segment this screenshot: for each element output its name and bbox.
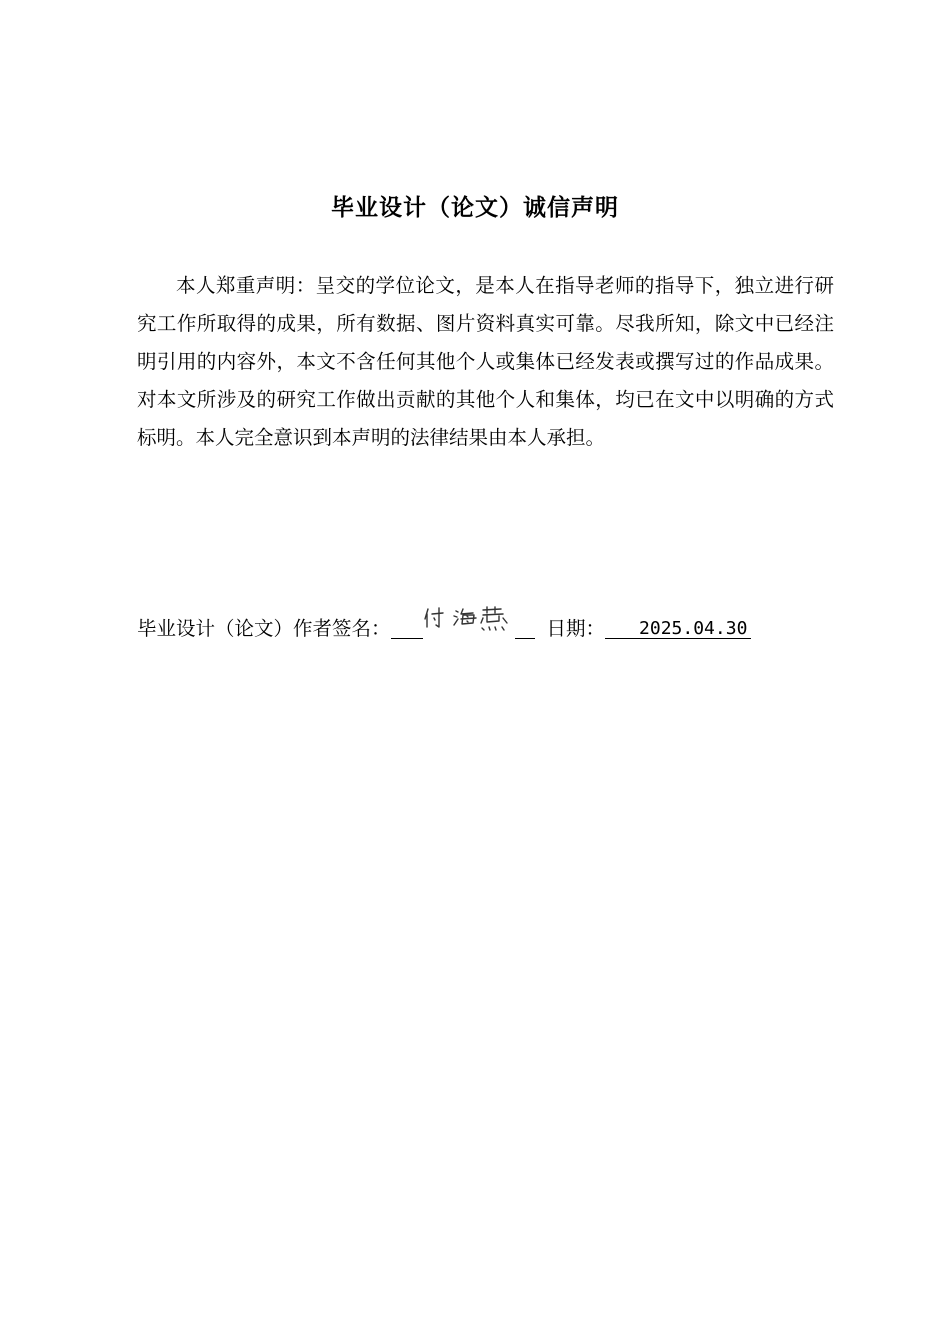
date-value: 2025.04.30 [605,611,751,639]
date-label: 日期： [546,617,606,640]
signature-row [137,611,837,647]
signature-blank-left [391,611,423,639]
page-title: 毕业设计（论文）诚信声明 [331,195,619,221]
signature-blank-right [515,611,535,639]
declaration-paragraph: 本人郑重声明：呈交的学位论文，是本人在指导老师的指导下，独立进行研究工作所取得的成果，所有数据、图片资料真实可靠。尽我所知，除文中已经注明引用的内容外，本文不含任何其他个人或集体已经发表或撰写过的作品成果。对本文所涉及的研究工作做出贡献的其他个人和集体，均已在文中以明确的方式标明。本人完全意识到本声明的法律结果由本人承担。 [137,274,834,449]
signature-label: 毕业设计（论文）作者签名： [137,617,391,640]
handwritten-signature [423,605,515,635]
